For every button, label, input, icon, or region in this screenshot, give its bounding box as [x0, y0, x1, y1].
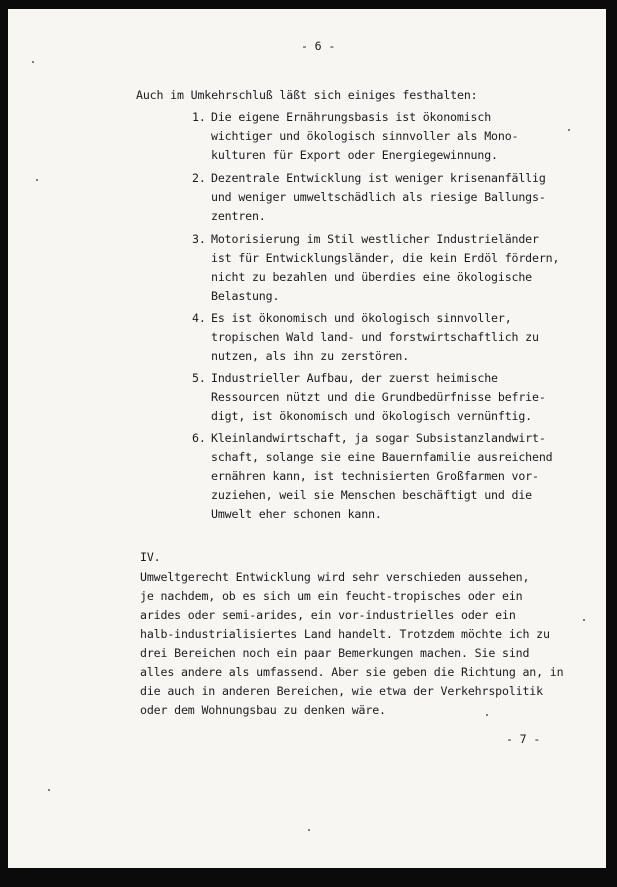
- list-item-line: Kleinlandwirtschaft, ja sogar Subsistanzlandwirt-: [211, 431, 546, 445]
- list-item-number: 1.: [192, 110, 206, 124]
- document-page: [8, 9, 606, 868]
- list-item-line: ernähren kann, ist technisierten Großfarmen vor-: [211, 469, 539, 483]
- list-item-line: Motorisierung im Stil westlicher Industrieländer: [211, 232, 539, 246]
- page-number: - 6 -: [301, 39, 336, 53]
- paragraph-line: arides oder semi-arides, ein vor-industrielles oder ein: [140, 608, 516, 622]
- list-item-line: Industrieller Aufbau, der zuerst heimische: [211, 371, 498, 385]
- list-item-line: Ressourcen nützt und die Grundbedürfnisse befrie-: [211, 390, 546, 404]
- list-item-line: wichtiger und ökologisch sinnvoller als Mono-: [211, 129, 519, 143]
- list-item-line: nutzen, als ihn zu zerstören.: [211, 349, 410, 363]
- list-item-line: Dezentrale Entwicklung ist weniger krisenanfällig: [211, 171, 546, 185]
- paragraph-line: je nachdem, ob es sich um ein feucht-tropisches oder ein: [140, 589, 523, 603]
- list-item-number: 5.: [192, 371, 206, 385]
- paragraph-line: drei Bereichen noch ein paar Bemerkungen machen. Sie sind: [140, 646, 530, 660]
- paragraph-line: die auch in anderen Bereichen, wie etwa der Verkehrspolitik: [140, 684, 543, 698]
- list-item-number: 4.: [192, 311, 206, 325]
- next-page-marker: - 7 -: [506, 732, 541, 746]
- paragraph-line: halb-industrialisiertes Land handelt. Trotzdem möchte ich zu: [140, 627, 550, 641]
- list-item-line: tropischen Wald land- und forstwirtschaftlich zu: [211, 330, 539, 344]
- list-item-number: 6.: [192, 431, 206, 445]
- list-item-line: ist für Entwicklungsländer, die kein Erdöl fördern,: [211, 251, 560, 265]
- list-item-line: Umwelt eher schonen kann.: [211, 507, 382, 521]
- intro-sentence: Auch im Umkehrschluß läßt sich einiges festhalten:: [136, 88, 478, 102]
- list-item-line: kulturen für Export oder Energiegewinnung.: [211, 148, 498, 162]
- list-item-number: 2.: [192, 171, 206, 185]
- list-item-line: schaft, solange sie eine Bauernfamilie ausreichend: [211, 450, 553, 464]
- list-item-line: zentren.: [211, 209, 266, 223]
- list-item-line: Die eigene Ernährungsbasis ist ökonomisch: [211, 110, 492, 124]
- list-item-line: Es ist ökonomisch und ökologisch sinnvoller,: [211, 311, 512, 325]
- list-item-line: zuziehen, weil sie Menschen beschäftigt und die: [211, 488, 533, 502]
- list-item-line: Belastung.: [211, 289, 280, 303]
- list-item-line: nicht zu bezahlen und überdies eine ökologische: [211, 270, 533, 284]
- paragraph-line: Umweltgerecht Entwicklung wird sehr verschieden aussehen,: [140, 570, 530, 584]
- list-item-line: digt, ist ökonomisch und ökologisch vernünftig.: [211, 409, 533, 423]
- paragraph-line: oder dem Wohnungsbau zu denken wäre.: [140, 703, 386, 717]
- list-item-line: und weniger umweltschädlich als riesige Ballungs-: [211, 190, 546, 204]
- paragraph-line: alles andere als umfassend. Aber sie geben die Richtung an, in: [140, 665, 564, 679]
- list-item-number: 3.: [192, 232, 206, 246]
- section-heading: IV.: [140, 550, 161, 564]
